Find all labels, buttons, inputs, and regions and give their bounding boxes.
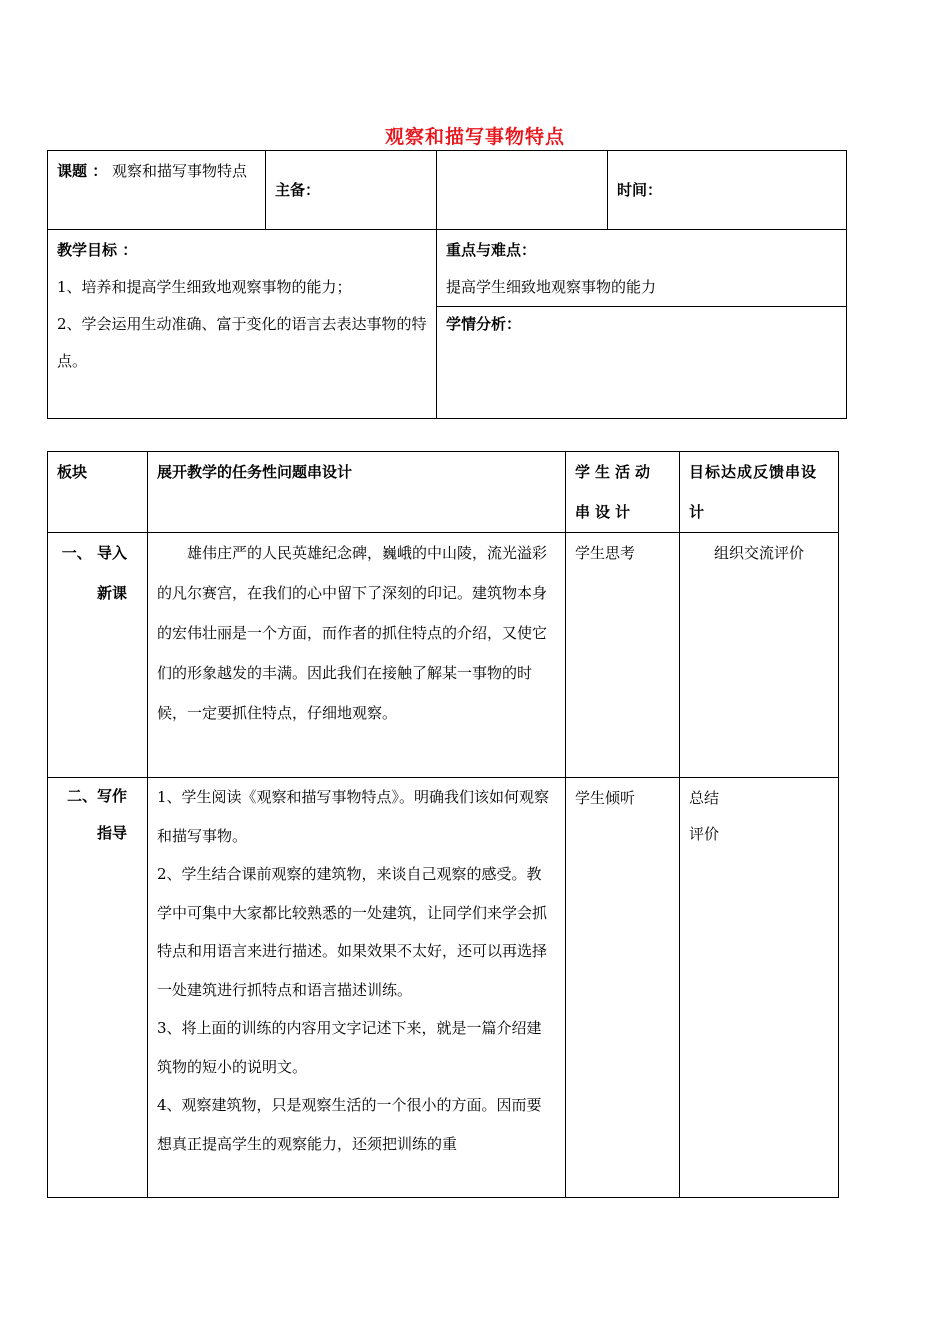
feedback-item: 总结 (689, 789, 720, 807)
column-header: 目标达成反馈串设计 (689, 463, 818, 521)
section-cell (48, 778, 148, 1198)
preparer-label: 主备： (275, 181, 321, 199)
header-table (47, 150, 847, 419)
student-cell (566, 533, 680, 778)
column-header: 展开教学的任务性问题串设计 (157, 463, 353, 481)
goal-item: 2、学会运用生动准确、富于变化的语言去表达事物的特点。 (57, 315, 427, 370)
column-header: 学生活动串设计 (575, 463, 656, 521)
design-paragraph: 3、将上面的训练的内容用文字记述下来，就是一篇介绍建筑物的短小的说明文。 (157, 1019, 542, 1076)
table-row (48, 778, 839, 1198)
preparer-value-cell (437, 151, 608, 230)
header-student (566, 452, 680, 533)
header-feedback (680, 452, 839, 533)
student-activity: 学生倾听 (575, 789, 636, 807)
column-header: 板块 (57, 463, 88, 481)
student-cell (566, 778, 680, 1198)
feedback-item: 组织交流评价 (713, 544, 804, 562)
section-cell (48, 533, 148, 778)
analysis-label: 学情分析： (446, 315, 522, 333)
feedback-cell (680, 778, 839, 1198)
design-paragraph: 2、学生结合课前观察的建筑物，来谈自己观察的感受。教学中可集中大家都比较熟悉的一处建筑，让同学们来学会抓特点和用语言来进行描述。如果效果不太好，还可以再选择一处建筑进行抓特点和语言描述训练。 (157, 865, 548, 999)
lesson-plan-table (47, 451, 839, 1198)
header-design (148, 452, 566, 533)
time-label: 时间： (617, 181, 663, 199)
header-section (48, 452, 148, 533)
key-points-cell (437, 230, 847, 307)
page-title: 观察和描写事物特点 (384, 126, 565, 148)
goals-label: 教学目标 ： (57, 241, 138, 259)
goal-item: 1、培养和提高学生细致地观察事物的能力； (57, 278, 352, 296)
design-cell (148, 533, 566, 778)
student-activity: 学生思考 (575, 544, 636, 562)
analysis-cell (437, 307, 847, 419)
design-cell (148, 778, 566, 1198)
key-points-value: 提高学生细致地观察事物的能力 (446, 278, 657, 296)
section-label: 一、 导入新课 (61, 544, 127, 602)
time-cell (608, 151, 847, 230)
design-paragraph: 雄伟庄严的人民英雄纪念碑，巍峨的中山陵，流光溢彩的凡尔赛宫，在我们的心中留下了深刻的印记。建筑物本身的宏伟壮丽是一个方面，而作者的抓住特点的介绍，又使它们的形象越发的丰满。因此我们在接触了解某一事物的时候，一定要抓住特点，仔细地观察。 (157, 544, 548, 722)
preparer-cell (266, 151, 437, 230)
feedback-cell (680, 533, 839, 778)
section-label: 二、写作指导 (66, 787, 127, 842)
goals-cell (48, 230, 437, 419)
table-row (48, 533, 839, 778)
topic-label: 课题 ： (57, 162, 108, 180)
design-paragraph: 4、观察建筑物，只是观察生活的一个很小的方面。因而要想真正提高学生的观察能力，还须把训练的重 (157, 1096, 542, 1153)
key-points-label: 重点与难点： (446, 241, 537, 259)
topic-value: 观察和描写事物特点 (112, 162, 248, 180)
feedback-item: 评价 (689, 825, 720, 843)
design-paragraph: 1、学生阅读《观察和描写事物特点》。明确我们该如何观察和描写事物。 (157, 788, 550, 845)
topic-cell (48, 151, 266, 230)
